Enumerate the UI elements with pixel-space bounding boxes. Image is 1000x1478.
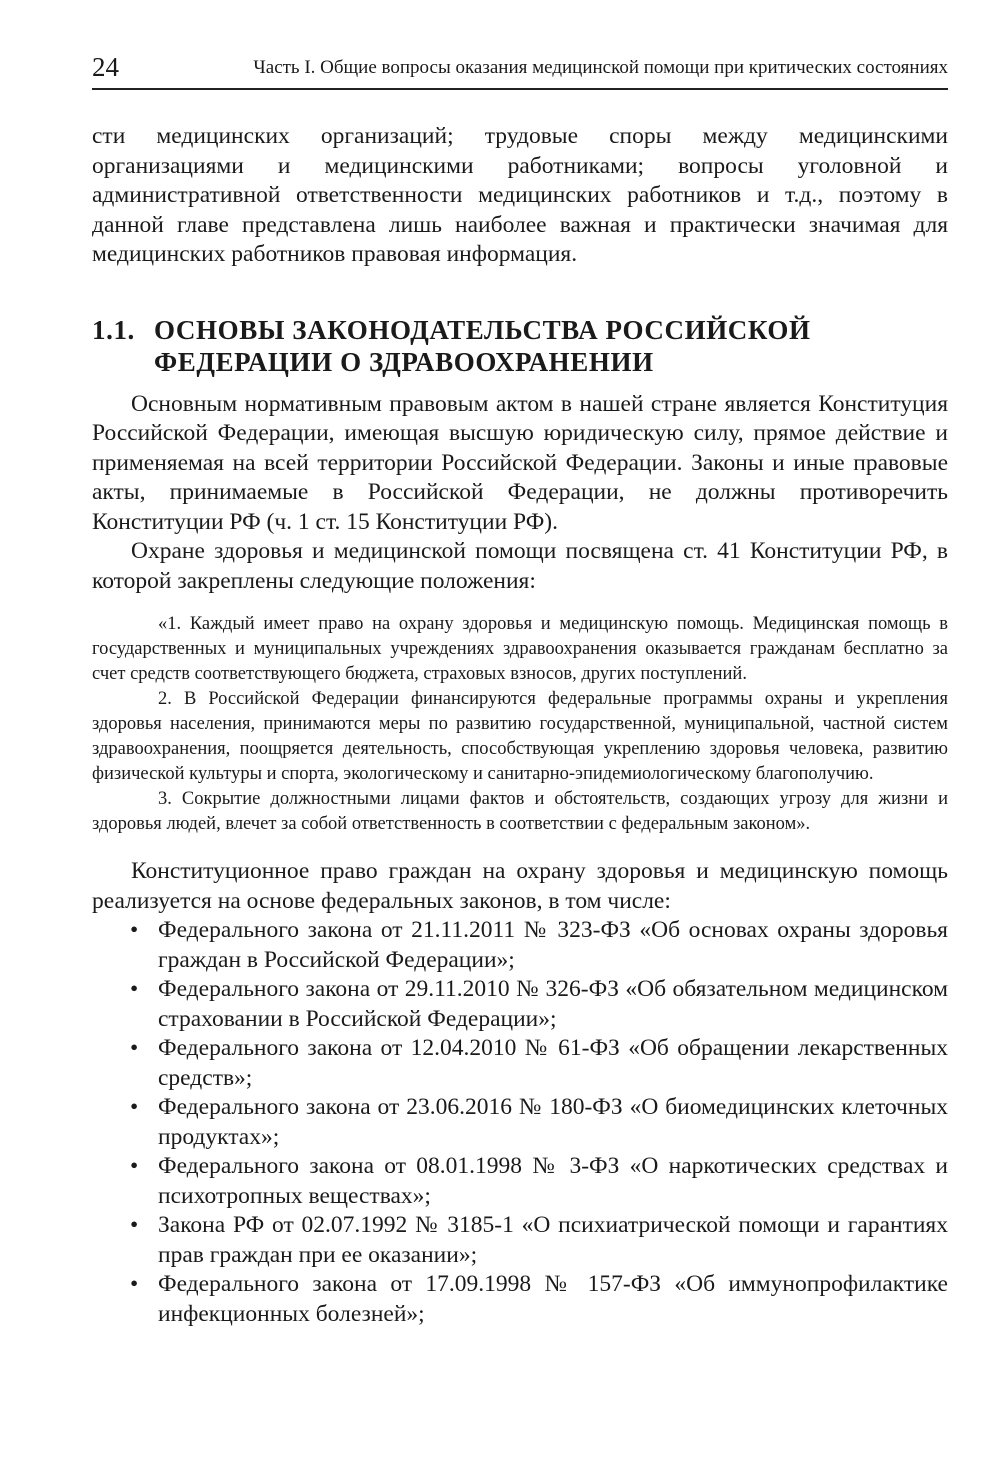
law-text: Федерального закона от 08.01.1998 № 3-ФЗ «О наркотических средствах и психотропных веществах»; bbox=[158, 1153, 948, 1209]
quote-item: 2. В Российской Федерации финансируются федеральные программы охраны и укрепления здоровья населения, принимаются меры по развитию государственной, муниципальной, частной систем здравоохранения, поощряется деятельность, способствующая укреплению здоровья человека, развитию физической культуры и спорта, экологическому и санитарно-эпидемиологическому благополучию. bbox=[92, 689, 948, 784]
bullet-icon: • bbox=[130, 1212, 139, 1238]
law-text: Закона РФ от 02.07.1992 № 3185-1 «О психиатрической помощи и гарантиях прав граждан при ее оказании»; bbox=[158, 1212, 948, 1268]
law-text: Федерального закона от 29.11.2010 № 326-ФЗ «Об обязательном медицинском страховании в Российской Федерации»; bbox=[158, 976, 948, 1032]
list-item bbox=[92, 1211, 948, 1270]
body-paragraph: Основным нормативным правовым актом в нашей стране является Конституция Российской Федерации, имеющая высшую юридическую силу, прямое действие и применяемая на всей территории Российской Федерации. Законы и иные правовые акты, принимаемые в Российской Федерации, не должны противоречить Конституции РФ (ч. 1 ст. 15 Конституции РФ). bbox=[92, 390, 948, 535]
law-text: Федерального закона от 23.06.2016 № 180-ФЗ «О биомедицинских клеточных продуктах»; bbox=[158, 1094, 948, 1150]
list-item bbox=[92, 1034, 948, 1093]
bullet-icon: • bbox=[130, 1035, 139, 1061]
section-number: 1.1. bbox=[92, 314, 135, 345]
bullet-icon: • bbox=[130, 976, 139, 1002]
law-text: Федерального закона от 21.11.2011 № 323-ФЗ «Об основах охраны здоровья граждан в Российской Федерации»; bbox=[158, 917, 948, 973]
bullet-icon: • bbox=[130, 1094, 139, 1120]
section-title: ОСНОВЫ ЗАКОНОДАТЕЛЬСТВА РОССИЙСКОЙ ФЕДЕРАЦИИ О ЗДРАВООХРАНЕНИИ bbox=[154, 314, 811, 377]
bullet-icon: • bbox=[130, 917, 139, 943]
running-title: Часть I. Общие вопросы оказания медицинской помощи при критических состояниях bbox=[253, 57, 948, 78]
page-header bbox=[92, 46, 948, 90]
list-item bbox=[92, 1270, 948, 1329]
constitution-quote bbox=[92, 612, 948, 837]
bullet-icon: • bbox=[130, 1271, 139, 1297]
list-item bbox=[92, 916, 948, 975]
list-item bbox=[92, 975, 948, 1034]
quote-item: «1. Каждый имеет право на охрану здоровья и медицинскую помощь. Медицинская помощь в государственных и муниципальных учреждениях здравоохранения оказывается гражданам бесплатно за счет средств соответствующего бюджета, страховых взносов, других поступлений. bbox=[92, 614, 948, 684]
law-text: Федерального закона от 12.04.2010 № 61-ФЗ «Об обращении лекарственных средств»; bbox=[158, 1035, 948, 1091]
list-item bbox=[92, 1093, 948, 1152]
laws-list bbox=[92, 916, 948, 1329]
body-paragraph: Конституционное право граждан на охрану здоровья и медицинскую помощь реализуется на основе федеральных законов, в том числе: bbox=[92, 858, 948, 914]
quote-item: 3. Сокрытие должностными лицами фактов и обстоятельств, создающих угрозу для жизни и здоровья людей, влечет за собой ответственность в соответствии с федеральным законом». bbox=[92, 789, 948, 834]
intro-paragraph: сти медицинских организаций; трудовые споры между медицинскими организациями и медицинскими работниками; вопросы уголовной и административной ответственности медицинских работников и т.д., поэтому в данной главе представлена лишь наиболее важная и практически значимая для медицинских работников правовая информация. bbox=[92, 123, 948, 267]
body-paragraph: Охране здоровья и медицинской помощи посвящена ст. 41 Конституции РФ, в которой закреплены следующие положения: bbox=[92, 538, 948, 594]
list-item bbox=[92, 1152, 948, 1211]
section-heading bbox=[92, 314, 948, 378]
page-number: 24 bbox=[92, 52, 119, 82]
bullet-icon: • bbox=[130, 1153, 139, 1179]
law-text: Федерального закона от 17.09.1998 № 157-ФЗ «Об иммунопрофилактике инфекционных болезней»; bbox=[158, 1271, 948, 1327]
page-body bbox=[92, 122, 948, 1329]
